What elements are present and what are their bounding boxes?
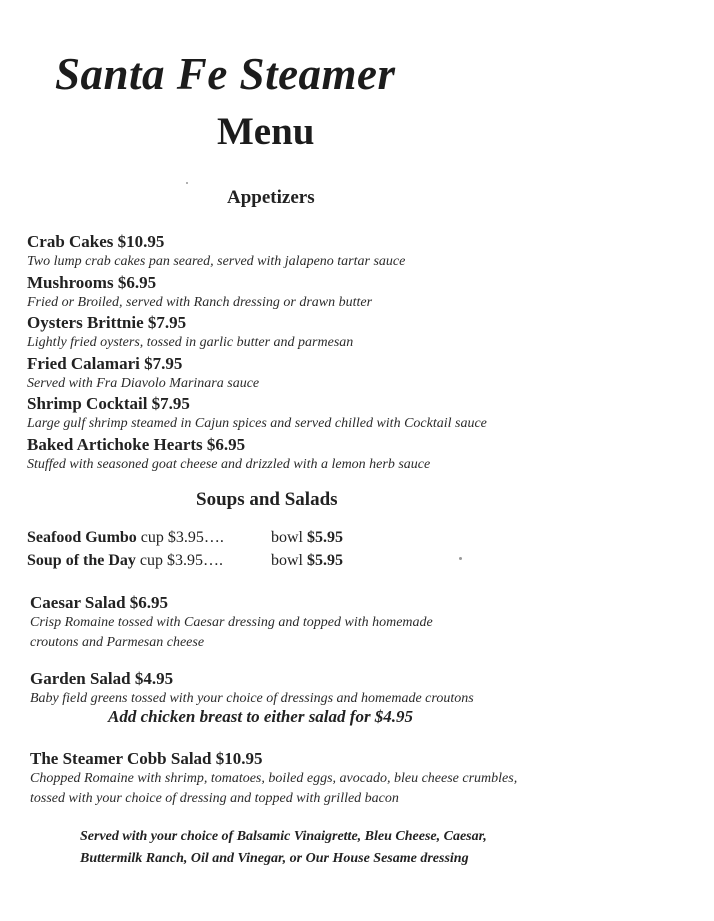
- garden-salad-item: [30, 668, 474, 709]
- salad-description: Baby field greens tossed with your choice of dressings and homemade croutons: [30, 691, 474, 706]
- soup-cup-price: [27, 552, 223, 569]
- item-name: Baked Artichoke Hearts $6.95: [27, 434, 246, 454]
- salad-name: Garden Salad $4.95: [30, 669, 174, 688]
- salad-name: The Steamer Cobb Salad $10.95: [30, 749, 263, 768]
- item-name: Crab Cakes $10.95: [27, 232, 165, 251]
- salad-description: tossed with your choice of dressing and topped with grilled bacon: [30, 791, 399, 806]
- cup-price: cup $3.95….: [139, 552, 224, 569]
- item-description: Fried or Broiled, served with Ranch dressing or drawn butter: [27, 294, 373, 310]
- item-name: Mushrooms $6.95: [27, 272, 157, 292]
- scan-speck: [186, 182, 188, 184]
- soup-bowl-price: [271, 552, 343, 570]
- salad-description: Chopped Romaine with shrimp, tomatoes, boiled eggs, avocado, bleu cheese crumbles,: [30, 771, 518, 786]
- item-description: Served with Fra Diavolo Marinara sauce: [27, 375, 260, 391]
- dressings-line: Buttermilk Ranch, Oil and Vinegar, or Our House Sesame dressing: [80, 851, 469, 866]
- appetizers-heading: Appetizers: [227, 187, 315, 208]
- menu-title: Menu: [217, 110, 315, 153]
- bowl-price: $5.95: [307, 529, 343, 546]
- salad-description: croutons and Parmesan cheese: [30, 635, 205, 650]
- item-name: Shrimp Cocktail $7.95: [27, 394, 190, 413]
- item-description: Large gulf shrimp steamed in Cajun spices and served chilled with Cocktail sauce: [27, 416, 487, 431]
- dressings-note: [80, 826, 487, 870]
- scan-speck: [459, 557, 462, 560]
- soup-row: [27, 529, 343, 552]
- menu-item: [27, 435, 487, 476]
- menu-item: [27, 232, 487, 273]
- item-name: Oysters Brittnie $7.95: [27, 313, 187, 332]
- dressings-line: Served with your choice of Balsamic Vinaigrette, Bleu Cheese, Caesar,: [80, 829, 487, 844]
- soup-bowl-price: [271, 529, 343, 547]
- soup-name: Soup of the Day: [27, 552, 136, 569]
- item-description: Two lump crab cakes pan seared, served with jalapeno tartar sauce: [27, 254, 406, 269]
- soup-cup-price: [27, 529, 224, 546]
- cup-price: cup $3.95….: [140, 529, 224, 546]
- restaurant-name: Santa Fe Steamer: [55, 49, 396, 99]
- menu-item: [27, 394, 487, 435]
- menu-item: [27, 273, 487, 314]
- add-chicken-note: Add chicken breast to either salad for $4.95: [108, 707, 414, 726]
- cobb-salad-item: [30, 748, 517, 809]
- item-description: Stuffed with seasoned goat cheese and drizzled with a lemon herb sauce: [27, 456, 431, 472]
- soup-row: [27, 552, 343, 575]
- menu-item: [27, 313, 487, 354]
- salad-name: Caesar Salad $6.95: [30, 593, 169, 612]
- item-name: Fried Calamari $7.95: [27, 353, 183, 373]
- bowl-label: bowl: [271, 552, 303, 569]
- soup-name: Seafood Gumbo: [27, 529, 137, 546]
- caesar-salad-item: [30, 592, 433, 653]
- appetizers-list: [27, 232, 487, 475]
- soup-price-list: [27, 529, 343, 575]
- bowl-label: bowl: [271, 529, 303, 546]
- item-description: Lightly fried oysters, tossed in garlic butter and parmesan: [27, 335, 354, 350]
- menu-item: [27, 354, 487, 395]
- salad-description: Crisp Romaine tossed with Caesar dressing and topped with homemade: [30, 615, 433, 630]
- bowl-price: $5.95: [307, 552, 343, 569]
- soups-salads-heading: Soups and Salads: [196, 489, 338, 510]
